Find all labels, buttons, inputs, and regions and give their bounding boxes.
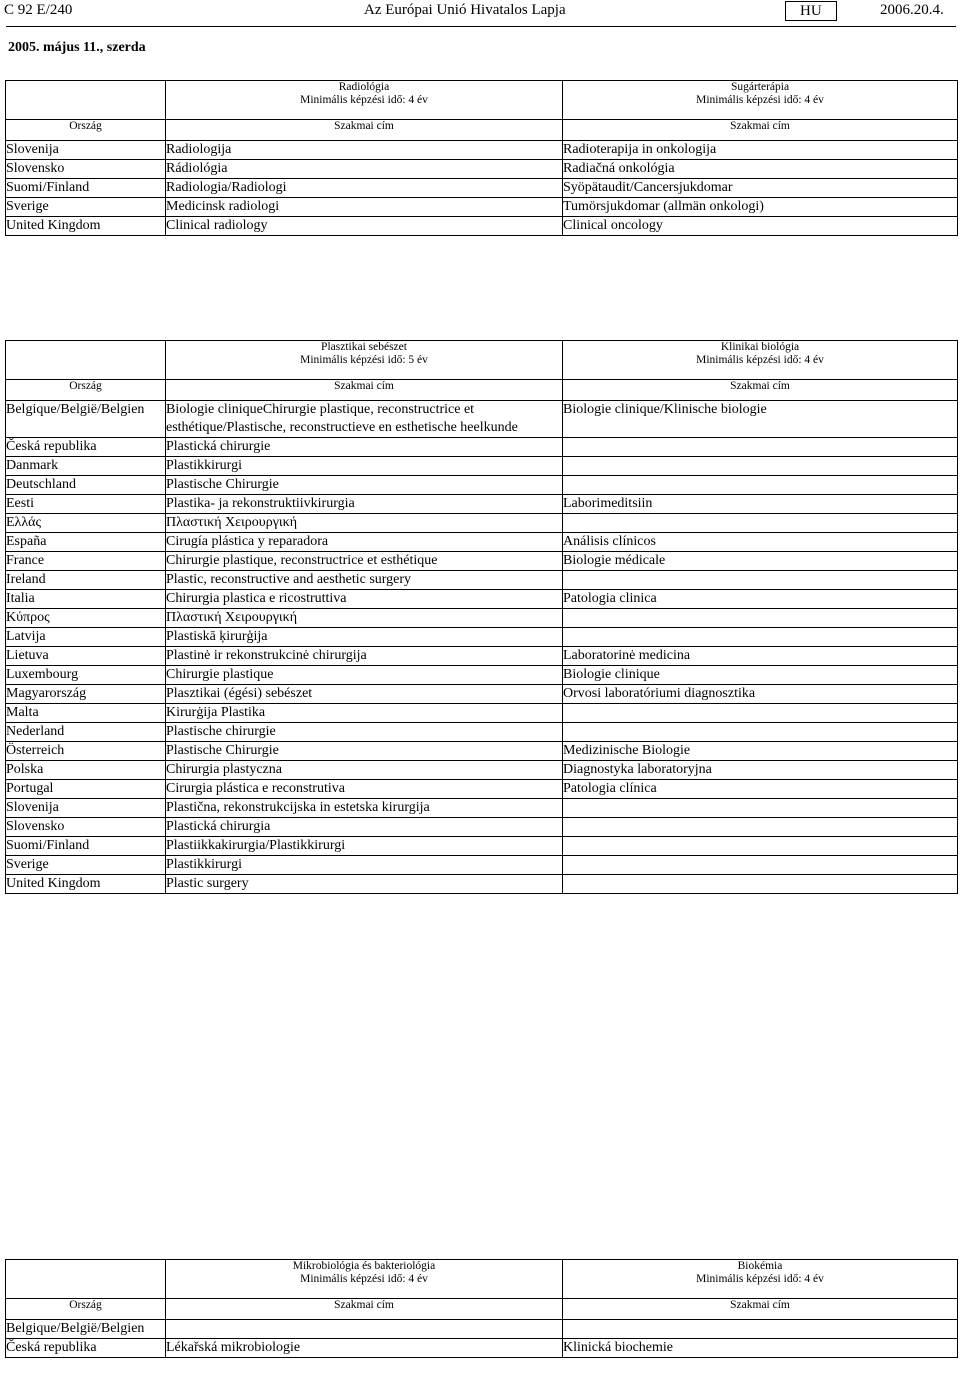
professional-title-cell: Patologia clinica	[563, 590, 958, 609]
table-row	[6, 666, 958, 685]
journal-title: Az Európai Unió Hivatalos Lapja	[364, 2, 566, 18]
column-header-title: Szakmai cím	[563, 120, 958, 141]
professional-title-cell: Chirurgie plastique	[166, 666, 563, 685]
column-header-title: Szakmai cím	[166, 120, 563, 141]
country-cell: Ireland	[6, 571, 166, 590]
professional-title-cell	[563, 704, 958, 723]
professional-title-cell: Biologie clinique/Klinische biologie	[563, 401, 958, 438]
column-header-country: Ország	[6, 380, 166, 401]
professional-title-cell	[563, 457, 958, 476]
table-microbiology	[5, 1259, 958, 1358]
table-row	[6, 761, 958, 780]
professional-title-cell	[563, 818, 958, 837]
country-cell: Österreich	[6, 742, 166, 761]
table-row	[6, 495, 958, 514]
column-header-title: Szakmai cím	[563, 1299, 958, 1320]
corner-cell	[6, 1260, 166, 1299]
professional-title-cell: Laboratorinė medicina	[563, 647, 958, 666]
page-header	[0, 0, 960, 26]
country-cell: Italia	[6, 590, 166, 609]
table-row	[6, 401, 958, 438]
table-row	[6, 742, 958, 761]
table-row	[6, 856, 958, 875]
table-row	[6, 780, 958, 799]
country-cell: Suomi/Finland	[6, 179, 166, 198]
professional-title-cell: Plastická chirurgia	[166, 818, 563, 837]
specialty-heading: Plasztikai sebészet Minimális képzési idő: 5 év	[166, 341, 563, 380]
session-date: 2005. május 11., szerda	[8, 40, 146, 55]
table-radiology	[5, 80, 958, 236]
column-header-title: Szakmai cím	[166, 380, 563, 401]
country-cell: United Kingdom	[6, 875, 166, 894]
professional-title-cell	[563, 837, 958, 856]
professional-title-cell: Orvosi laboratóriumi diagnosztika	[563, 685, 958, 704]
table-row	[6, 179, 958, 198]
professional-title-cell	[563, 628, 958, 647]
professional-title-cell: Plastikkirurgi	[166, 457, 563, 476]
country-cell: Latvija	[6, 628, 166, 647]
professional-title-cell: Chirurgie plastique, reconstructrice et esthétique	[166, 552, 563, 571]
table-row	[6, 685, 958, 704]
country-cell: Polska	[6, 761, 166, 780]
professional-title-cell	[563, 514, 958, 533]
table-row	[6, 1339, 958, 1358]
specialty-heading: Sugárterápia Minimális képzési idő: 4 év	[563, 81, 958, 120]
country-cell: Česká republika	[6, 1339, 166, 1358]
table-row	[6, 818, 958, 837]
table-row	[6, 875, 958, 894]
professional-title-cell: Radiačná onkológia	[563, 160, 958, 179]
professional-title-cell: Biologie cliniqueChirurgie plastique, reconstructrice et esthétique/Plastische, reconstructieve en esthetische heelkunde	[166, 401, 563, 438]
country-cell: Slovenija	[6, 141, 166, 160]
professional-title-cell: Chirurgia plastica e ricostruttiva	[166, 590, 563, 609]
professional-title-cell	[563, 1320, 958, 1339]
country-cell: Portugal	[6, 780, 166, 799]
professional-title-cell: Plastische Chirurgie	[166, 476, 563, 495]
country-cell: Slovenija	[6, 799, 166, 818]
table-row	[6, 647, 958, 666]
table-row	[6, 514, 958, 533]
professional-title-cell: Plastikkirurgi	[166, 856, 563, 875]
country-cell: Danmark	[6, 457, 166, 476]
professional-title-cell: Tumörsjukdomar (allmän onkologi)	[563, 198, 958, 217]
table-row	[6, 590, 958, 609]
table-row	[6, 799, 958, 818]
country-cell: Sverige	[6, 198, 166, 217]
header-divider	[6, 26, 956, 27]
specialty-heading: Biokémia Minimális képzési idő: 4 év	[563, 1260, 958, 1299]
professional-title-cell: Laborimeditsiin	[563, 495, 958, 514]
corner-cell	[6, 341, 166, 380]
country-cell: Lietuva	[6, 647, 166, 666]
specialty-heading: Radiológia Minimális képzési idő: 4 év	[166, 81, 563, 120]
professional-title-cell: Radiologija	[166, 141, 563, 160]
professional-title-cell: Klinická biochemie	[563, 1339, 958, 1358]
language-badge: HU	[785, 1, 837, 21]
column-header-title: Szakmai cím	[563, 380, 958, 401]
professional-title-cell: Cirugía plástica y reparadora	[166, 533, 563, 552]
professional-title-cell	[563, 875, 958, 894]
specialty-heading: Mikrobiológia és bakteriológia Minimális képzési idő: 4 év	[166, 1260, 563, 1299]
country-cell: Slovensko	[6, 818, 166, 837]
professional-title-cell: Plastische chirurgie	[166, 723, 563, 742]
professional-title-cell: Medizinische Biologie	[563, 742, 958, 761]
table-row	[6, 571, 958, 590]
professional-title-cell: Patologia clínica	[563, 780, 958, 799]
country-cell: Deutschland	[6, 476, 166, 495]
professional-title-cell: Plastika- ja rekonstruktiivkirurgia	[166, 495, 563, 514]
country-cell: Magyarország	[6, 685, 166, 704]
professional-title-cell: Plastična, rekonstrukcijska in estetska kirurgija	[166, 799, 563, 818]
table-row	[6, 476, 958, 495]
table-row	[6, 723, 958, 742]
professional-title-cell: Syöpätaudit/Cancersjukdomar	[563, 179, 958, 198]
corner-cell	[6, 81, 166, 120]
country-cell: Česká republika	[6, 438, 166, 457]
professional-title-cell: Diagnostyka laboratoryjna	[563, 761, 958, 780]
column-header-title: Szakmai cím	[166, 1299, 563, 1320]
country-cell: France	[6, 552, 166, 571]
professional-title-cell: Plastic surgery	[166, 875, 563, 894]
country-cell: Belgique/België/Belgien	[6, 1320, 166, 1339]
professional-title-cell: Radiologia/Radiologi	[166, 179, 563, 198]
table-row	[6, 533, 958, 552]
country-cell: Nederland	[6, 723, 166, 742]
table-row	[6, 160, 958, 179]
professional-title-cell: Lékařská mikrobiologie	[166, 1339, 563, 1358]
country-cell: Belgique/België/Belgien	[6, 401, 166, 438]
professional-title-cell: Plastická chirurgie	[166, 438, 563, 457]
country-cell: Ελλάς	[6, 514, 166, 533]
professional-title-cell: Biologie clinique	[563, 666, 958, 685]
professional-title-cell: Medicinsk radiologi	[166, 198, 563, 217]
professional-title-cell: Chirurgia plastyczna	[166, 761, 563, 780]
professional-title-cell	[563, 609, 958, 628]
professional-title-cell: Πλαστική Χειρουργική	[166, 609, 563, 628]
table-row	[6, 217, 958, 236]
country-cell: Eesti	[6, 495, 166, 514]
professional-title-cell: Kirurġija Plastika	[166, 704, 563, 723]
professional-title-cell: Clinical oncology	[563, 217, 958, 236]
country-cell: Malta	[6, 704, 166, 723]
table-row	[6, 198, 958, 217]
country-cell: Sverige	[6, 856, 166, 875]
country-cell: España	[6, 533, 166, 552]
professional-title-cell	[563, 856, 958, 875]
country-cell: Luxembourg	[6, 666, 166, 685]
country-cell: United Kingdom	[6, 217, 166, 236]
professional-title-cell: Cirurgia plástica e reconstrutiva	[166, 780, 563, 799]
professional-title-cell	[563, 799, 958, 818]
professional-title-cell: Análisis clínicos	[563, 533, 958, 552]
professional-title-cell	[563, 438, 958, 457]
journal-code: C 92 E/240	[4, 2, 73, 18]
professional-title-cell: Πλαστική Χειρουργική	[166, 514, 563, 533]
table-row	[6, 438, 958, 457]
table-row	[6, 141, 958, 160]
table-plastic-surgery	[5, 340, 958, 894]
professional-title-cell: Plasztikai (égési) sebészet	[166, 685, 563, 704]
professional-title-cell: Plastiskā ķirurģija	[166, 628, 563, 647]
column-header-country: Ország	[6, 1299, 166, 1320]
professional-title-cell	[563, 476, 958, 495]
professional-title-cell	[166, 1320, 563, 1339]
professional-title-cell: Plastic, reconstructive and aesthetic surgery	[166, 571, 563, 590]
table-row	[6, 457, 958, 476]
professional-title-cell	[563, 723, 958, 742]
professional-title-cell: Plastiikkakirurgia/Plastikkirurgi	[166, 837, 563, 856]
country-cell: Κύπρος	[6, 609, 166, 628]
column-header-country: Ország	[6, 120, 166, 141]
publication-date: 2006.20.4.	[880, 2, 944, 18]
professional-title-cell: Radioterapija in onkologija	[563, 141, 958, 160]
table-row	[6, 628, 958, 647]
specialty-heading: Klinikai biológia Minimális képzési idő: 4 év	[563, 341, 958, 380]
professional-title-cell: Plastische Chirurgie	[166, 742, 563, 761]
table-row	[6, 1320, 958, 1339]
table-row	[6, 609, 958, 628]
professional-title-cell: Clinical radiology	[166, 217, 563, 236]
professional-title-cell: Plastinė ir rekonstrukcinė chirurgija	[166, 647, 563, 666]
table-row	[6, 704, 958, 723]
table-row	[6, 837, 958, 856]
professional-title-cell: Rádiológia	[166, 160, 563, 179]
professional-title-cell: Biologie médicale	[563, 552, 958, 571]
country-cell: Slovensko	[6, 160, 166, 179]
professional-title-cell	[563, 571, 958, 590]
country-cell: Suomi/Finland	[6, 837, 166, 856]
table-row	[6, 552, 958, 571]
